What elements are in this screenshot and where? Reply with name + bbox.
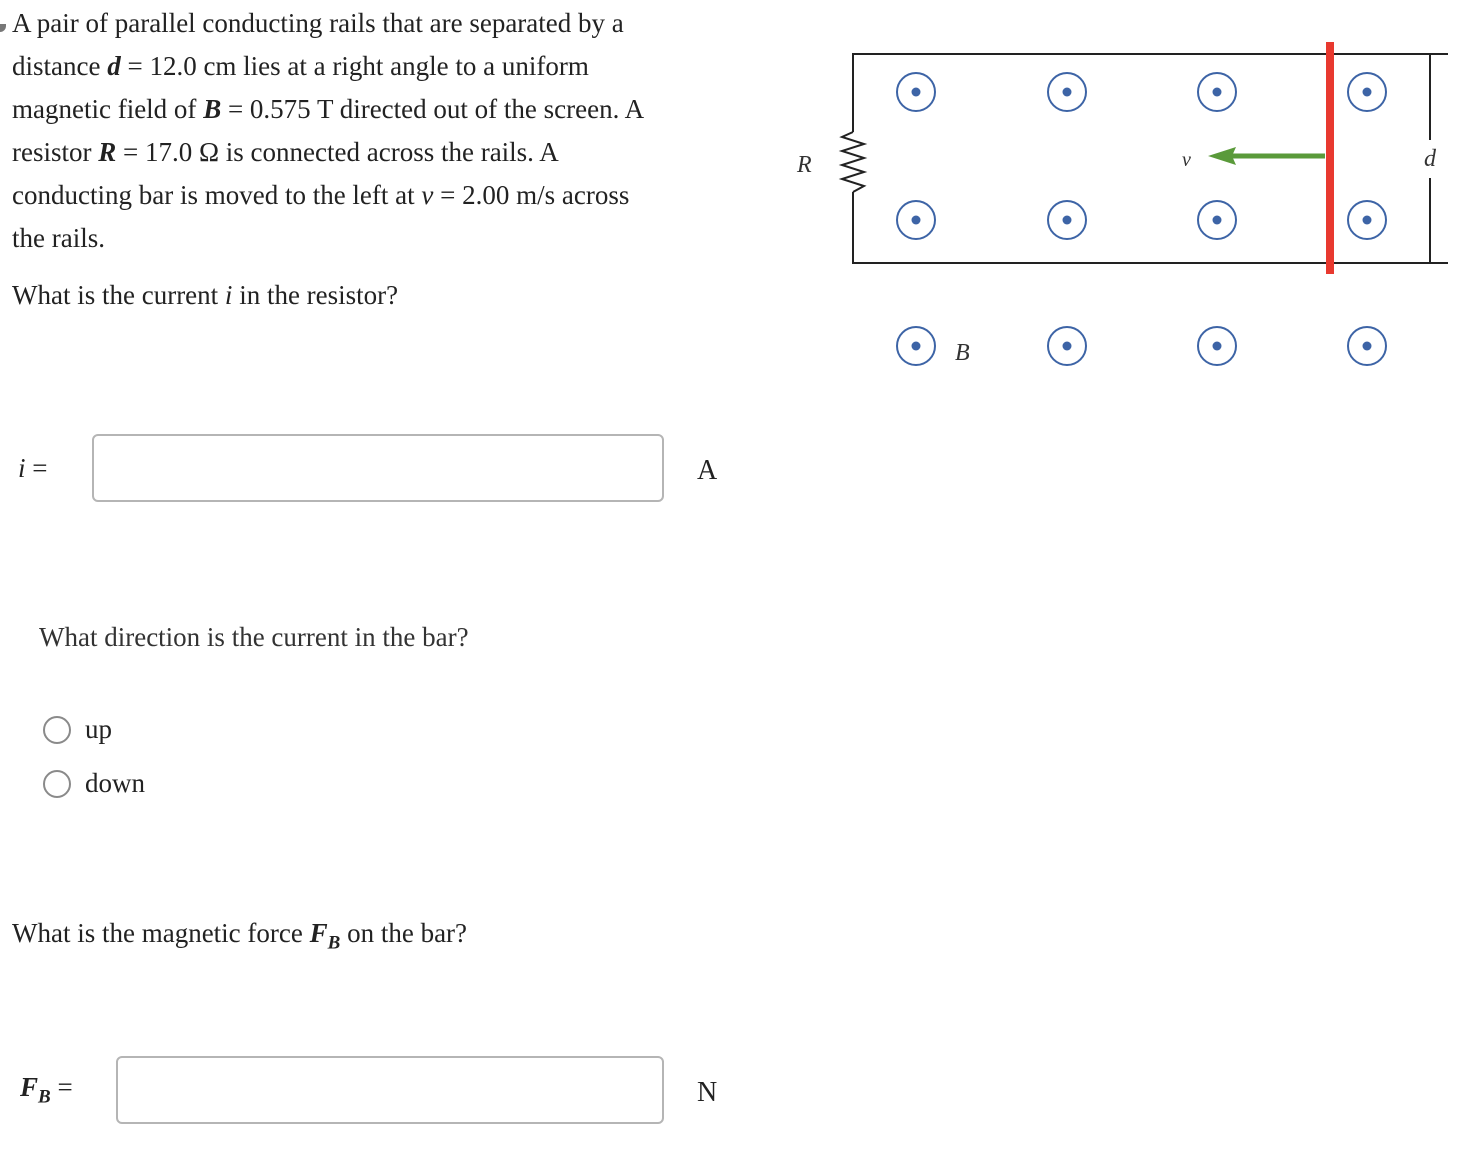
conducting-bar: [1326, 42, 1334, 274]
radio-up[interactable]: [43, 716, 71, 744]
problem-line-6: the rails.: [12, 223, 105, 253]
var-v: v: [421, 180, 434, 210]
option-up[interactable]: [43, 714, 112, 745]
radio-down[interactable]: [43, 770, 71, 798]
option-down-label: down: [85, 768, 145, 798]
var-d: d: [107, 51, 121, 81]
bottom-rail: [853, 192, 1430, 263]
resistor-icon: [842, 132, 864, 192]
problem-line-3: magnetic field of B = 0.575 T directed out of the screen. A: [12, 94, 645, 124]
b-field-dots: [897, 73, 1386, 365]
var-F-sub: B: [327, 932, 341, 954]
velocity-arrow-icon: [1208, 147, 1236, 165]
b-field-dot-icon: [1198, 327, 1236, 365]
top-rail: [853, 54, 1430, 132]
force-label: $F_B$ =: [20, 1071, 73, 1108]
force-input[interactable]: [116, 1056, 664, 1124]
current-input[interactable]: [92, 434, 664, 502]
var-i: i: [224, 280, 233, 310]
option-down[interactable]: [43, 768, 145, 799]
problem-line-1: A pair of parallel conducting rails that are separated by a: [12, 8, 624, 38]
var-B: B: [203, 94, 222, 124]
b-field-dot-icon: [1348, 73, 1386, 111]
label-B: B: [955, 340, 970, 366]
var-R: R: [98, 137, 117, 167]
option-up-label: up: [85, 714, 112, 744]
problem-line-4: resistor R = 17.0 Ω is connected across the rails. A: [12, 137, 559, 167]
b-field-dot-icon: [1198, 73, 1236, 111]
current-unit: A: [697, 455, 718, 486]
label-d: d: [1424, 146, 1436, 172]
label-v: v: [1182, 149, 1191, 171]
b-field-dot-icon: [1048, 73, 1086, 111]
rail-circuit-diagram: [780, 30, 1470, 390]
b-field-dot-icon: [1348, 201, 1386, 239]
b-field-dot-icon: [897, 327, 935, 365]
current-answer-row: [18, 434, 664, 502]
b-field-dot-icon: [897, 73, 935, 111]
b-field-dot-icon: [1198, 201, 1236, 239]
b-field-dot-icon: [897, 201, 935, 239]
var-F: F: [309, 918, 328, 948]
question-current: What is the current i in the resistor?: [12, 280, 399, 310]
force-answer-row: [20, 1056, 664, 1124]
problem-line-5: conducting bar is moved to the left at v = 2.00 m/s across: [12, 180, 630, 210]
label-R: R: [797, 152, 812, 178]
force-unit: N: [697, 1077, 718, 1108]
question-force: What is the magnetic force $F_B$ on the bar?: [12, 918, 468, 954]
problem-statement: [12, 2, 712, 260]
question-direction: What direction is the current in the bar?: [39, 622, 469, 652]
bullet-icon: [0, 24, 6, 32]
problem-line-2: distance d = 12.0 cm lies at a right angle to a uniform: [12, 51, 589, 81]
b-field-dot-icon: [1048, 201, 1086, 239]
b-field-dot-icon: [1048, 327, 1086, 365]
b-field-dot-icon: [1348, 327, 1386, 365]
current-label: i =: [18, 452, 48, 483]
